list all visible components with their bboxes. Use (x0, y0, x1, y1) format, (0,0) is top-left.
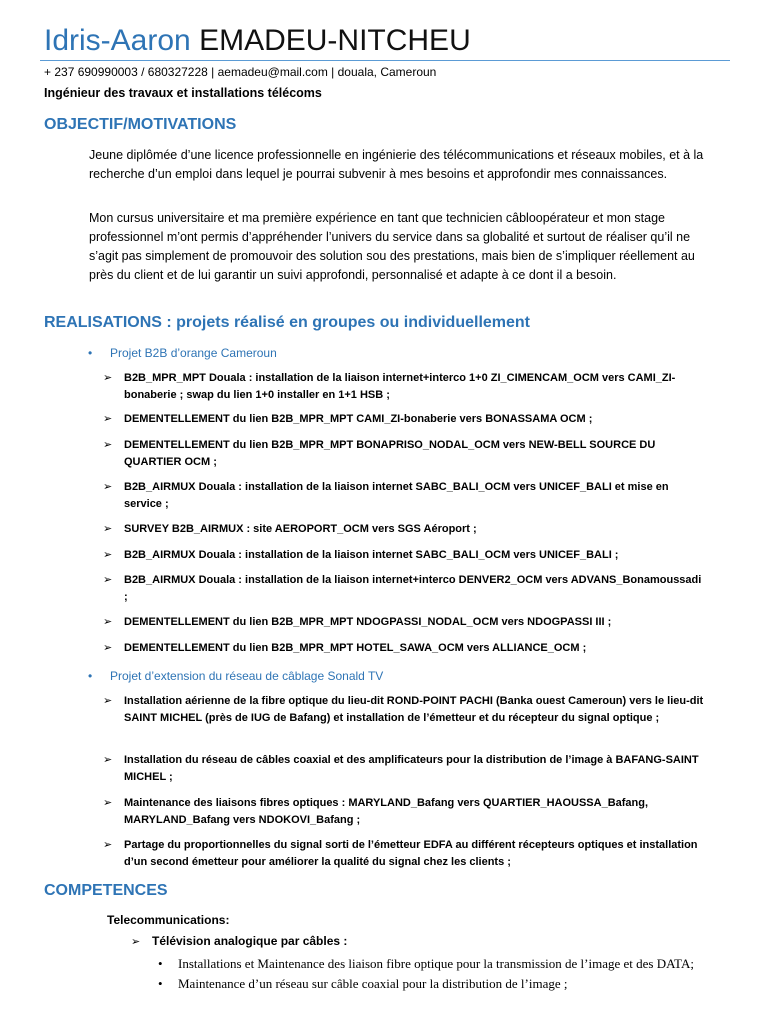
last-name: EMADEU-NITCHEU (199, 24, 471, 57)
list-item-text: B2B_AIRMUX Douala : installation de la liaison internet+interco DENVER2_OCM vers ADVANS_Bonamoussadi ; (124, 574, 702, 603)
list-item-text: SURVEY B2B_AIRMUX : site AEROPORT_OCM vers SGS Aéroport ; (124, 523, 477, 535)
header-divider (40, 60, 730, 61)
bullet-icon: • (88, 346, 93, 360)
competence-category: Telecommunications: (107, 913, 230, 927)
competence-text: Installations et Maintenance des liaison fibre optique pour la transmission de l’image et des DATA; (178, 956, 694, 971)
arrow-bullet-icon: ➢ (103, 642, 113, 654)
bullet-icon: • (158, 956, 163, 971)
list-item (103, 640, 708, 657)
project-name: Projet d’extension du réseau de câblage Sonald TV (110, 669, 384, 683)
objectif-paragraph: Mon cursus universitaire et ma première expérience en tant que technicien câbloopérateur et mon stage professionnel m’ont permis d’appréhender l’univers du service dans sa globalité et surtout de réaliser qu’il ne s’agit pas simplement de promouvoir des solution sou des prestations, mais bien de s’impliquer réellement au près du client et de lui garantir un suivi approfondi, personnalisé et adapte à ce dont il a besoin. (89, 211, 695, 282)
competence-subcategory (131, 933, 347, 950)
list-item (103, 614, 708, 631)
arrow-bullet-icon: ➢ (103, 616, 113, 628)
list-item (103, 521, 708, 538)
list-item-text: B2B_AIRMUX Douala : installation de la liaison internet SABC_BALI_OCM vers UNICEF_BALI ; (124, 549, 619, 561)
arrow-bullet-icon: ➢ (103, 372, 113, 384)
candidate-name (44, 22, 471, 60)
section-title-realisations: REALISATIONS : projets réalisé en groupes ou individuellement (44, 314, 531, 331)
arrow-bullet-icon: ➢ (103, 754, 113, 766)
list-item-text: Installation du réseau de câbles coaxial et des amplificateurs pour la distribution de l’image à BAFANG-SAINT MICHEL ; (124, 754, 699, 783)
arrow-bullet-icon: ➢ (103, 695, 113, 707)
arrow-bullet-icon: ➢ (103, 413, 113, 425)
project-heading-sonald (88, 668, 383, 684)
list-item-text: B2B_AIRMUX Douala : installation de la liaison internet SABC_BALI_OCM vers UNICEF_BALI et mise en service ; (124, 481, 669, 510)
bullet-icon: • (88, 669, 93, 683)
arrow-bullet-icon: ➢ (103, 797, 113, 809)
competence-item (158, 975, 568, 993)
first-name: Idris-Aaron (44, 24, 191, 57)
subcategory-label: Télévision analogique par câbles : (152, 934, 348, 948)
list-item-text: Installation aérienne de la fibre optique du lieu-dit ROND-POINT PACHI (Banka ouest Cameroun) vers le lieu-dit SAINT MICHEL (près de IUG de Bafang) et installation de l’émetteur et du récepteur du signal optique ; (124, 695, 704, 724)
contact-info: + 237 690990003 / 680327228 | aemadeu@mail.com | douala, Cameroun (44, 65, 437, 79)
list-item (103, 370, 708, 404)
list-item-text: Maintenance des liaisons fibres optiques : MARYLAND_Bafang vers QUARTIER_HAOUSSA_Bafang, MARYLAND_Bafang vers NDOKOVI_Bafang ; (124, 797, 649, 826)
competence-text: Maintenance d’un réseau sur câble coaxial pour la distribution de l’image ; (178, 976, 568, 991)
job-title: Ingénieur des travaux et installations télécoms (44, 86, 322, 100)
competence-item (158, 955, 694, 973)
bullet-icon: • (158, 976, 163, 991)
list-item-text: Partage du proportionnelles du signal sorti de l’émetteur EDFA au différent récepteurs optiques et installation d’un second émetteur pour améliorer la qualité du signal chez les clients ; (124, 839, 698, 868)
project-heading-orange (88, 345, 277, 361)
arrow-bullet-icon: ➢ (103, 574, 113, 586)
list-item-text: B2B_MPR_MPT Douala : installation de la liaison internet+interco 1+0 ZI_CIMENCAM_OCM vers CAMI_ZI-bonaberie ; swap du lien 1+0 installer en 1+1 HSB ; (124, 372, 676, 401)
objectif-paragraph: Jeune diplômée d’une licence professionnelle en ingénierie des télécommunications et réseaux mobiles, et à la recherche d’un emploi dans lequel je pourrai subvenir à mes besoins et approfondir mes connaissances. (89, 148, 704, 181)
arrow-bullet-icon: ➢ (103, 523, 113, 535)
arrow-bullet-icon: ➢ (103, 481, 113, 493)
list-item-text: DEMENTELLEMENT du lien B2B_MPR_MPT NDOGPASSI_NODAL_OCM vers NDOGPASSI III ; (124, 616, 612, 628)
list-item (103, 437, 708, 471)
list-item-text: DEMENTELLEMENT du lien B2B_MPR_MPT HOTEL_SAWA_OCM vers ALLIANCE_OCM ; (124, 642, 587, 654)
arrow-bullet-icon: ➢ (131, 936, 141, 948)
list-item (103, 479, 708, 513)
list-item (103, 411, 708, 428)
list-item-text: DEMENTELLEMENT du lien B2B_MPR_MPT BONAPRISO_NODAL_OCM vers NEW-BELL SOURCE DU QUARTIER OCM ; (124, 439, 656, 468)
list-item-text: DEMENTELLEMENT du lien B2B_MPR_MPT CAMI_ZI-bonaberie vers BONASSAMA OCM ; (124, 413, 593, 425)
list-item (103, 795, 708, 829)
arrow-bullet-icon: ➢ (103, 549, 113, 561)
arrow-bullet-icon: ➢ (103, 439, 113, 451)
list-item (103, 547, 708, 564)
section-title-objectif: OBJECTIF/MOTIVATIONS (44, 116, 237, 133)
list-item (103, 693, 708, 727)
section-title-competences: COMPETENCES (44, 882, 168, 899)
list-item (103, 572, 708, 606)
list-item (103, 752, 708, 786)
list-item (103, 837, 708, 871)
arrow-bullet-icon: ➢ (103, 839, 113, 851)
project-name: Projet B2B d’orange Cameroun (110, 346, 277, 360)
